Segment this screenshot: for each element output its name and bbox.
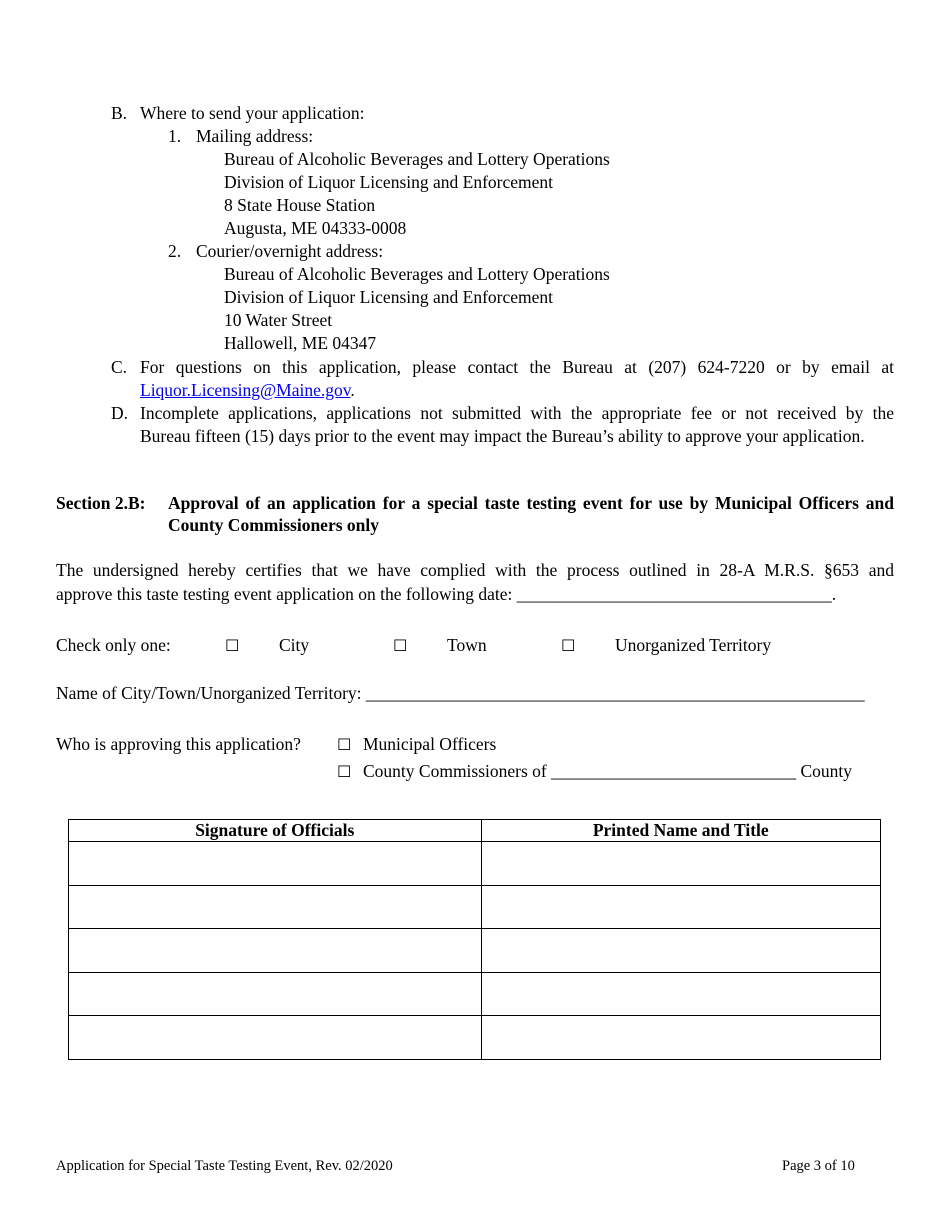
printed-name-cell[interactable] <box>481 842 881 886</box>
section-c-trailing: . <box>350 380 355 400</box>
section-b-marker: B. <box>111 103 128 123</box>
courier-line-2: Division of Liquor Licensing and Enforcement <box>224 287 554 307</box>
footer-form-title: Application for Special Taste Testing Event, Rev. 02/2020 <box>56 1158 393 1174</box>
section-d-marker: D. <box>111 403 129 423</box>
table-row <box>69 929 881 973</box>
section-2b-label: Section 2.B: <box>56 493 146 513</box>
email-link[interactable]: Liquor.Licensing@Maine.gov <box>140 380 351 400</box>
mailing-line-3: 8 State House Station <box>224 195 376 215</box>
courier-line-3: 10 Water Street <box>224 310 333 330</box>
town-checkbox[interactable]: ☐ <box>393 636 408 655</box>
courier-line-4: Hallowell, ME 04347 <box>224 333 377 353</box>
printed-name-cell[interactable] <box>481 972 881 1016</box>
courier-label: Courier/overnight address: <box>196 241 384 261</box>
signature-of-officials-header: Signature of Officials <box>69 820 482 842</box>
courier-marker: 2. <box>168 241 182 261</box>
mailing-line-2: Division of Liquor Licensing and Enforcement <box>224 172 554 192</box>
city-checkbox[interactable]: ☐ <box>225 636 240 655</box>
table-row <box>69 1016 881 1060</box>
county-commissioners-checkbox[interactable]: ☐ <box>337 762 352 781</box>
town-option-label: Town <box>447 635 487 655</box>
municipal-officers-checkbox[interactable]: ☐ <box>337 735 352 754</box>
section-c-email-line <box>140 379 355 402</box>
courier-line-1: Bureau of Alcoholic Beverages and Lottery Operations <box>224 264 610 284</box>
mailing-line-4: Augusta, ME 04333-0008 <box>224 218 407 238</box>
mailing-marker: 1. <box>168 126 182 146</box>
certification-line-1: The undersigned hereby certifies that we have complied with the process outlined in 28-A M.R.S. §653 and <box>56 560 894 580</box>
mailing-label: Mailing address: <box>196 126 314 146</box>
unorganized-territory-option-label: Unorganized Territory <box>615 635 772 655</box>
certification-line-2: approve this taste testing event application on the following date: ____________________________________. <box>56 584 837 604</box>
signature-cell[interactable] <box>69 1016 482 1060</box>
section-c-text <box>140 356 894 379</box>
footer-page-number: Page 3 of 10 <box>782 1158 855 1174</box>
signature-cell[interactable] <box>69 972 482 1016</box>
table-row <box>69 972 881 1016</box>
county-commissioners-label: County Commissioners of ____________________________ County <box>363 761 853 781</box>
name-of-city-town-field[interactable]: Name of City/Town/Unorganized Territory: _________________________________________________________ <box>56 683 865 703</box>
unorganized-territory-checkbox[interactable]: ☐ <box>561 636 576 655</box>
section-d-line-2: Bureau fifteen (15) days prior to the event may impact the Bureau’s ability to approve your application. <box>140 426 865 446</box>
table-row <box>69 885 881 929</box>
printed-name-cell[interactable] <box>481 929 881 973</box>
signature-cell[interactable] <box>69 885 482 929</box>
printed-name-title-header: Printed Name and Title <box>481 820 881 842</box>
section-2b-title-line-1: Approval of an application for a special taste testing event for use by Municipal Officers and <box>168 493 894 513</box>
check-only-one-label: Check only one: <box>56 635 171 655</box>
municipal-officers-label: Municipal Officers <box>363 734 497 754</box>
approver-question: Who is approving this application? <box>56 734 301 754</box>
signature-table <box>68 819 881 1060</box>
signature-cell[interactable] <box>69 842 482 886</box>
printed-name-cell[interactable] <box>481 885 881 929</box>
signature-table-header-row <box>69 820 881 842</box>
section-d-line-1: Incomplete applications, applications not submitted with the appropriate fee or not received by the <box>140 403 894 423</box>
section-2b-title-line-2: County Commissioners only <box>168 515 379 535</box>
section-b-heading: Where to send your application: <box>140 103 365 123</box>
section-c-body: For questions on this application, please contact the Bureau at (207) 624-7220 or by email at <box>140 357 894 377</box>
mailing-line-1: Bureau of Alcoholic Beverages and Lottery Operations <box>224 149 610 169</box>
city-option-label: City <box>279 635 310 655</box>
table-row <box>69 842 881 886</box>
section-c-marker: C. <box>111 357 128 377</box>
signature-cell[interactable] <box>69 929 482 973</box>
printed-name-cell[interactable] <box>481 1016 881 1060</box>
